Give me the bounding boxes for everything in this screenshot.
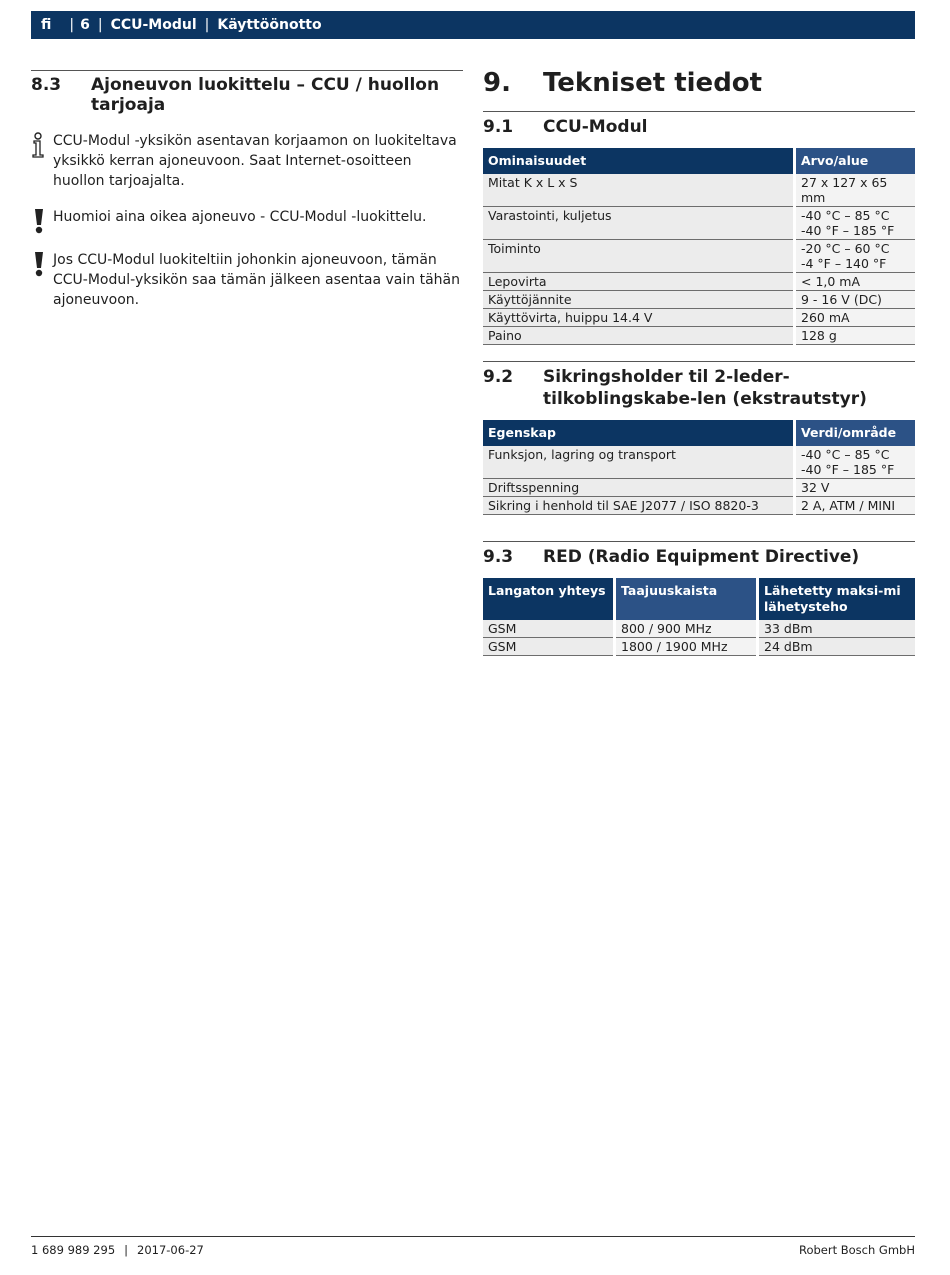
table-header-cell: Taajuuskaista — [615, 578, 758, 620]
table-row — [483, 291, 915, 309]
note-text: Jos CCU-Modul luokiteltiin johonkin ajoneuvoon, tämän CCU-Modul-yksikön saa tämän jälkeen asentaa vain tähän ajoneuvoon. — [53, 252, 460, 308]
footer-company: Robert Bosch GmbH — [798, 1243, 915, 1257]
table-cell: Paino — [483, 327, 795, 345]
table-header-cell: Lähetetty maksi-mi lähetysteho — [758, 578, 916, 620]
section-heading-9-3 — [483, 546, 915, 568]
table-row — [483, 620, 915, 638]
table-cell: 260 mA — [795, 309, 916, 327]
footer: 1 689 989 295 | 2017-06-27 Robert Bosch GmbH — [31, 1243, 915, 1257]
table-row — [483, 497, 915, 515]
section-rule — [31, 70, 463, 71]
table-cell: 9 - 16 V (DC) — [795, 291, 916, 309]
right-column — [483, 64, 915, 656]
note-text: Huomioi aina oikea ajoneuvo - CCU-Modul -luokittelu. — [53, 209, 427, 225]
spec-table-red — [483, 578, 915, 656]
table-header-cell: Egenskap — [483, 420, 795, 446]
table-cell: 32 V — [795, 479, 916, 497]
info-icon — [31, 131, 53, 191]
spec-table-ccu — [483, 148, 915, 345]
table-row — [483, 479, 915, 497]
table-cell: Driftsspenning — [483, 479, 795, 497]
spec-table-fuse-holder — [483, 420, 915, 515]
table-cell: Käyttöjännite — [483, 291, 795, 309]
table-row — [483, 207, 915, 240]
left-column — [31, 70, 463, 310]
section-number: 9.1 — [483, 117, 514, 137]
table-row — [483, 327, 915, 345]
section-title: Sikringsholder til 2-leder-tilkoblingskabe-len (ekstrautstyr) — [543, 367, 867, 409]
table-cell: < 1,0 mA — [795, 273, 916, 291]
table-header-cell: Langaton yhteys — [483, 578, 615, 620]
table-cell: 1800 / 1900 MHz — [615, 638, 758, 656]
header-product: CCU-Modul — [110, 17, 197, 33]
section-title: RED (Radio Equipment Directive) — [543, 547, 860, 567]
warning-note — [31, 250, 463, 310]
header-language: fi — [41, 17, 52, 33]
table-cell: 128 g — [795, 327, 916, 345]
header-page-number: 6 — [80, 17, 90, 33]
table-cell: 800 / 900 MHz — [615, 620, 758, 638]
table-row — [483, 638, 915, 656]
table-header-cell: Ominaisuudet — [483, 148, 795, 174]
footer-rule — [31, 1236, 915, 1237]
section-title: CCU-Modul — [543, 117, 648, 137]
info-note — [31, 131, 463, 191]
chapter-heading — [483, 66, 915, 100]
section-heading-8-3 — [31, 75, 463, 115]
section-heading-9-1 — [483, 116, 915, 138]
table-row — [483, 446, 915, 479]
footer-doc-number: 1 689 989 295 — [31, 1243, 116, 1257]
header-section: Käyttöönotto — [217, 17, 322, 33]
warning-note — [31, 207, 463, 234]
note-text: CCU-Modul -yksikön asentavan korjaamon on luokiteltava yksikkö kerran ajoneuvoon. Saat Internet-osoitteen huollon tarjoajalta. — [53, 133, 457, 189]
table-cell: 27 x 127 x 65 mm — [795, 174, 916, 207]
table-row — [483, 174, 915, 207]
table-cell: Toiminto — [483, 240, 795, 273]
section-rule — [483, 111, 915, 112]
section-title: Ajoneuvon luokittelu – CCU / huollon tarjoaja — [91, 75, 440, 115]
table-row — [483, 240, 915, 273]
table-cell: -20 °C – 60 °C -4 °F – 140 °F — [795, 240, 916, 273]
footer-date: 2017-06-27 — [137, 1243, 204, 1257]
section-number: 9.3 — [483, 547, 514, 567]
section-rule — [483, 541, 915, 542]
table-row — [483, 309, 915, 327]
table-cell: Funksjon, lagring og transport — [483, 446, 795, 479]
table-cell: Sikring i henhold til SAE J2077 / ISO 8820-3 — [483, 497, 795, 515]
table-cell: GSM — [483, 638, 615, 656]
table-header-cell: Arvo/alue — [795, 148, 916, 174]
table-cell: Käyttövirta, huippu 14.4 V — [483, 309, 795, 327]
chapter-number: 9. — [483, 68, 511, 98]
section-rule — [483, 361, 915, 362]
table-cell: Varastointi, kuljetus — [483, 207, 795, 240]
chapter-title: Tekniset tiedot — [543, 68, 763, 98]
table-cell: 2 A, ATM / MINI — [795, 497, 916, 515]
table-cell: Lepovirta — [483, 273, 795, 291]
table-row — [483, 273, 915, 291]
table-cell: 24 dBm — [758, 638, 916, 656]
section-number: 8.3 — [31, 75, 62, 95]
section-number: 9.2 — [483, 367, 514, 387]
table-cell: 33 dBm — [758, 620, 916, 638]
exclamation-icon — [31, 250, 53, 310]
table-cell: Mitat K x L x S — [483, 174, 795, 207]
exclamation-icon — [31, 207, 53, 234]
header-bar: fi | 6 | CCU-Modul | Käyttöönotto — [31, 11, 915, 39]
table-header-cell: Verdi/område — [795, 420, 916, 446]
table-cell: GSM — [483, 620, 615, 638]
table-cell: -40 °C – 85 °C -40 °F – 185 °F — [795, 207, 916, 240]
section-heading-9-2 — [483, 366, 915, 410]
table-cell: -40 °C – 85 °C -40 °F – 185 °F — [795, 446, 916, 479]
